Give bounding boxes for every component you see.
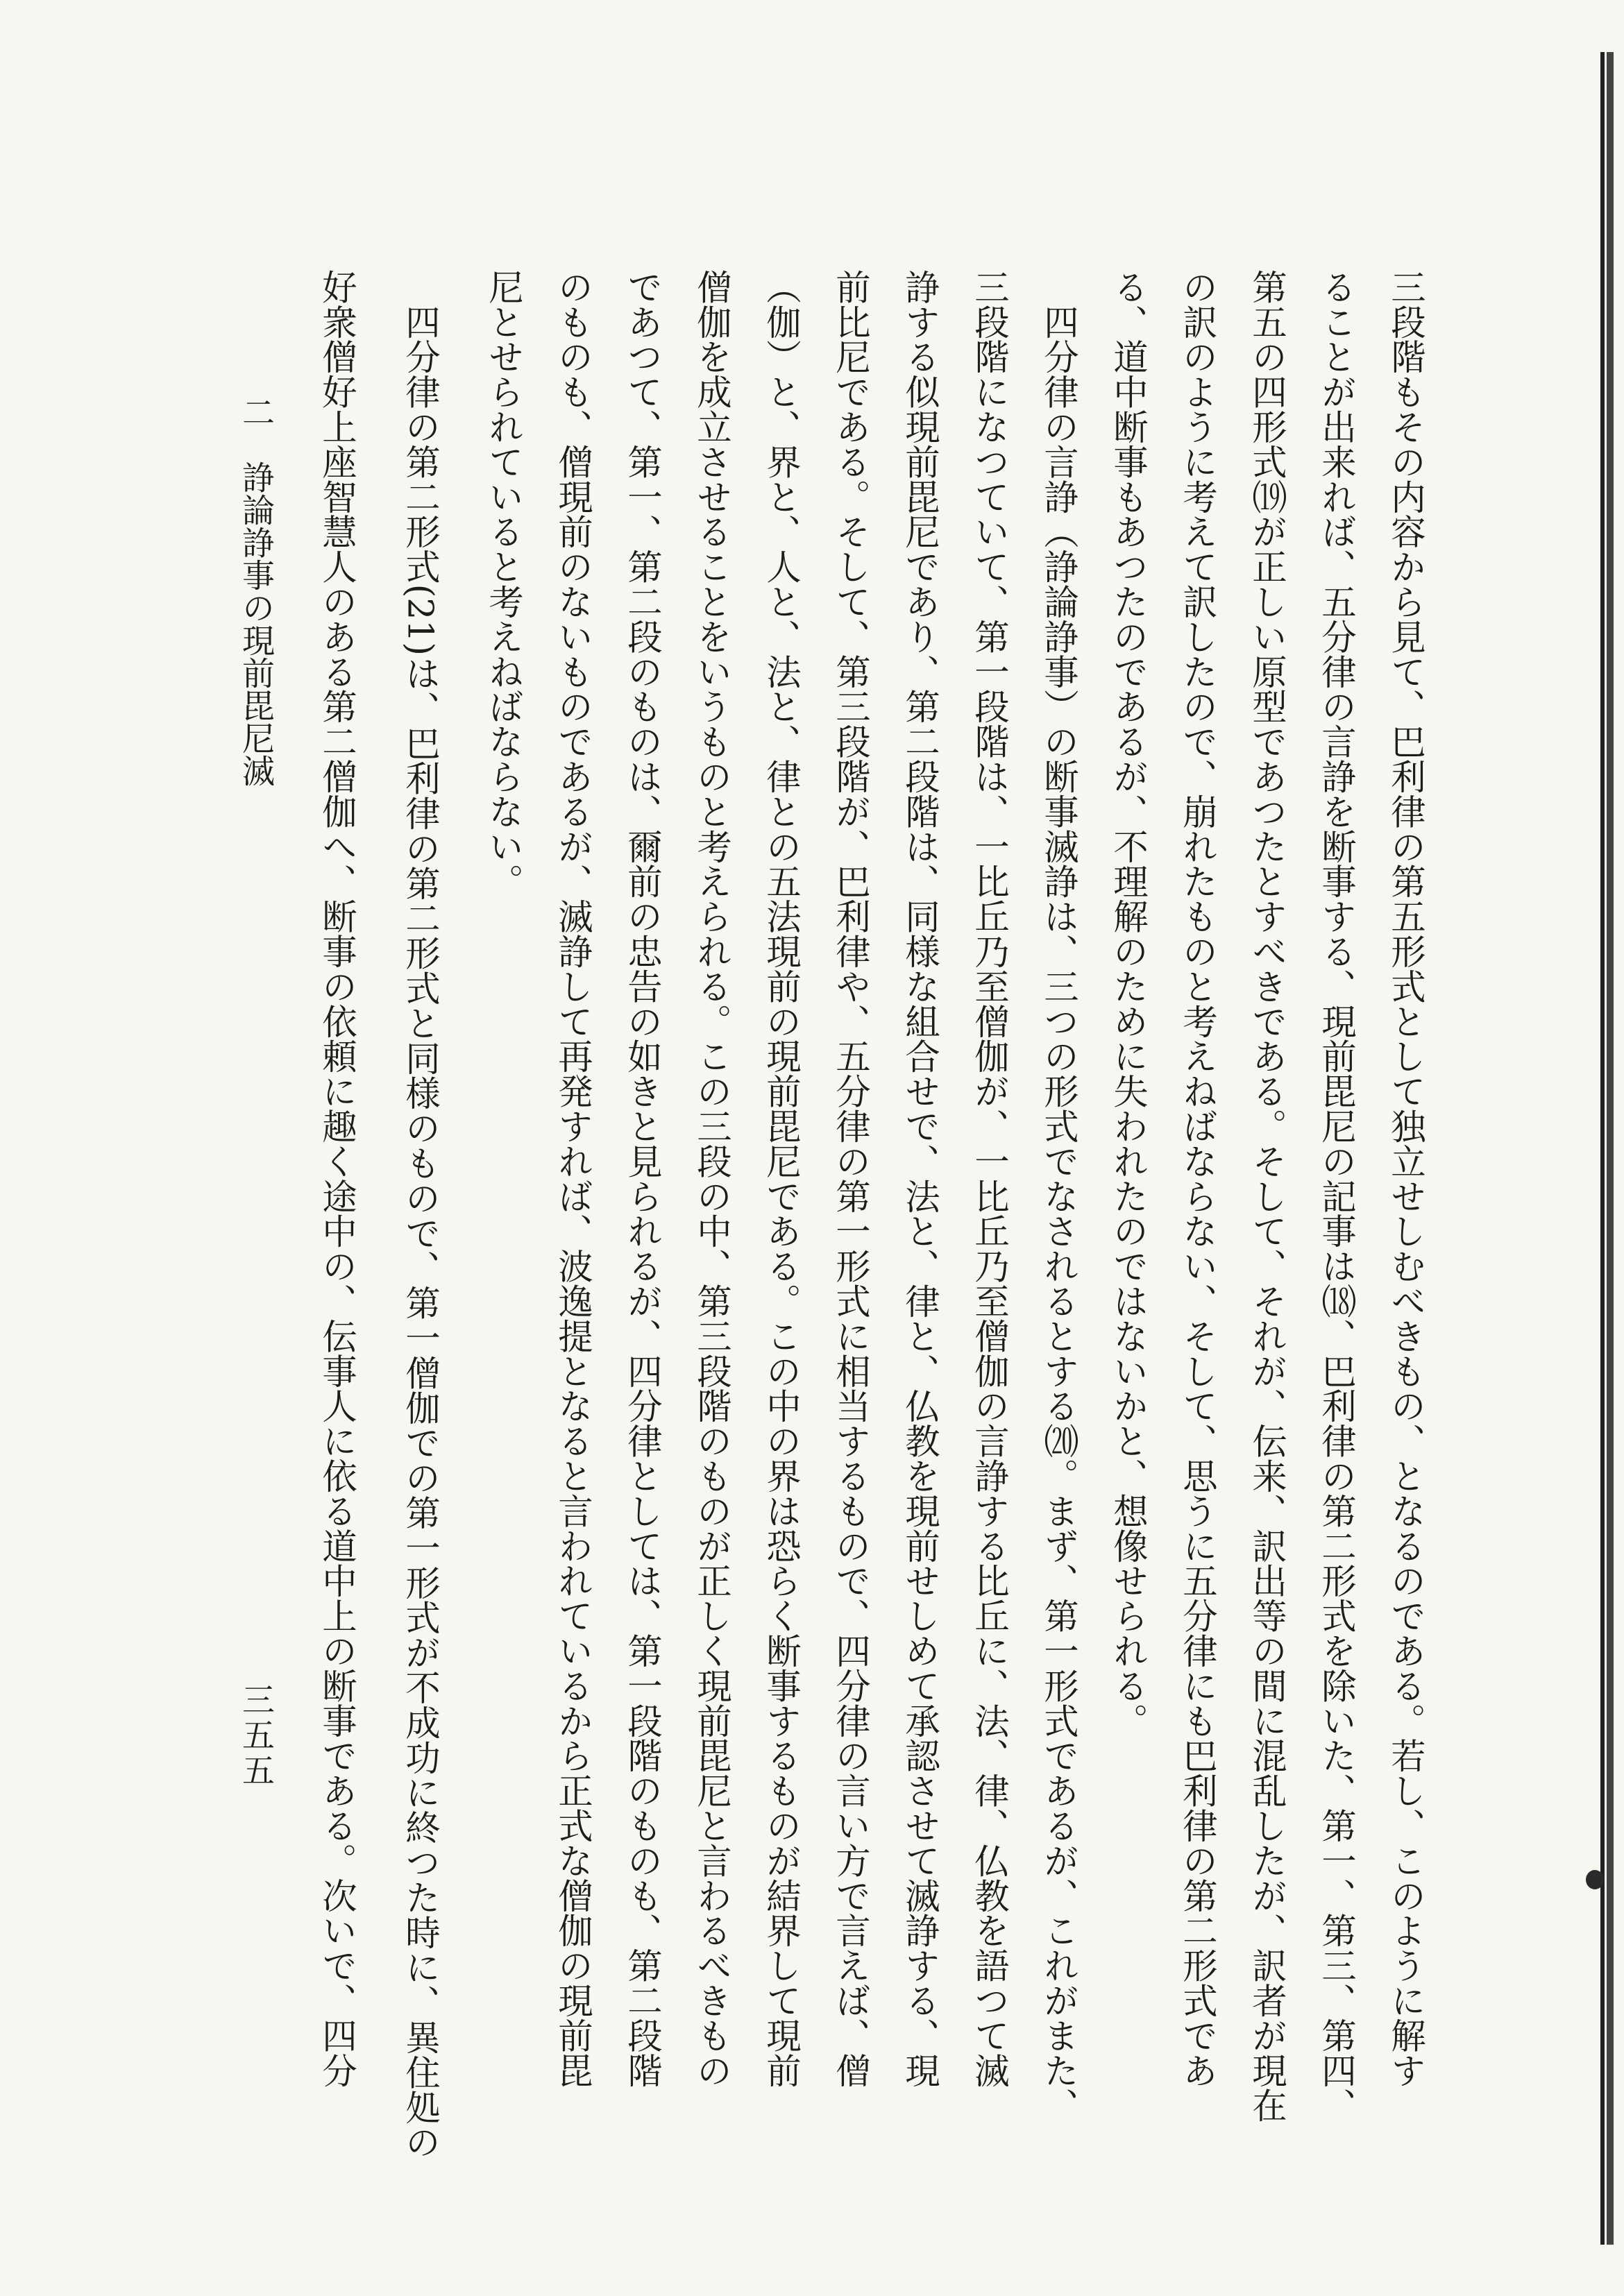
- page-number: 三五五: [237, 1683, 275, 1789]
- text-line: 三段階もその内容から見て、巴利律の第五形式として独立せしむべきもの、となるのである。若し、このように解す: [1385, 269, 1427, 2088]
- text-line: 四分律の第二形式(21)は、巴利律の第二形式と同様のもので、第一僧伽での第一形式が不成功に終つた時に、異住処の: [400, 269, 441, 2160]
- text-line: 第五の四形式⒆が正しい原型であつたとすべきである。そして、それが、伝来、訳出等の間に混乱したが、訳者が現在: [1246, 269, 1288, 2123]
- text-line: 前比尼である。そして、第三段階が、巴利律や、五分律の第一形式に相当するもので、四分律の言い方で言えば、僧: [830, 269, 872, 2088]
- spine-mark: [1586, 1870, 1604, 1889]
- spine-line: [1598, 52, 1614, 2245]
- text-line: 四分律の言諍（諍論諍事）の断事滅諍は、三つの形式でなされるとする⒇。まず、第一形式であるが、これがまた、: [1038, 269, 1080, 2123]
- text-line: 三段階になつていて、第一段階は、一比丘乃至僧伽が、一比丘乃至僧伽の言諍する比丘に、法、律、仏教を語つて滅: [969, 269, 1010, 2088]
- text-line: 好衆僧好上座智慧人のある第二僧伽へ、断事の依頼に趣く途中の、伝事人に依る道中上の断事である。次いで、四分: [316, 269, 358, 2088]
- text-line: であつて、第一、第二段のものは、爾前の忠告の如きと見られるが、四分律としては、第一段階のものも、第二段階: [622, 269, 663, 2088]
- running-head: 二 諍論諍事の現前毘尼滅: [237, 396, 275, 787]
- text-line: （伽）と、界と、人と、法と、律との五法現前の現前毘尼である。この中の界は恐らく断事するものが結界して現前: [761, 269, 802, 2088]
- text-line: のものも、僧現前のないものであるが、滅諍して再発すれば、波逸提となると言われているから正式な僧伽の現前毘: [552, 269, 594, 2088]
- text-line: 僧伽を成立させることをいうものと考えられる。この三段の中、第三段階のものが正しく現前毘尼と言わるべきもの: [691, 269, 733, 2088]
- text-line: 尼とせられていると考えねばならない。: [483, 269, 525, 899]
- text-line: ることが出来れば、五分律の言諍を断事する、現前毘尼の記事は⒅、巴利律の第二形式を除いた、第一、第三、第四、: [1316, 269, 1357, 2123]
- text-line: の訳のように考えて訳したので、崩れたものと考えねばならない、そして、思うに五分律にも巴利律の第二形式であ: [1177, 269, 1219, 2088]
- text-line: 諍する似現前毘尼であり、第二段階は、同様な組合せで、法と、律と、仏教を現前せしめて承認させて滅諍する、現: [899, 269, 941, 2088]
- text-line: る、道中断事もあつたのであるが、不理解のために失われたのではないかと、想像せられる。: [1108, 269, 1149, 1738]
